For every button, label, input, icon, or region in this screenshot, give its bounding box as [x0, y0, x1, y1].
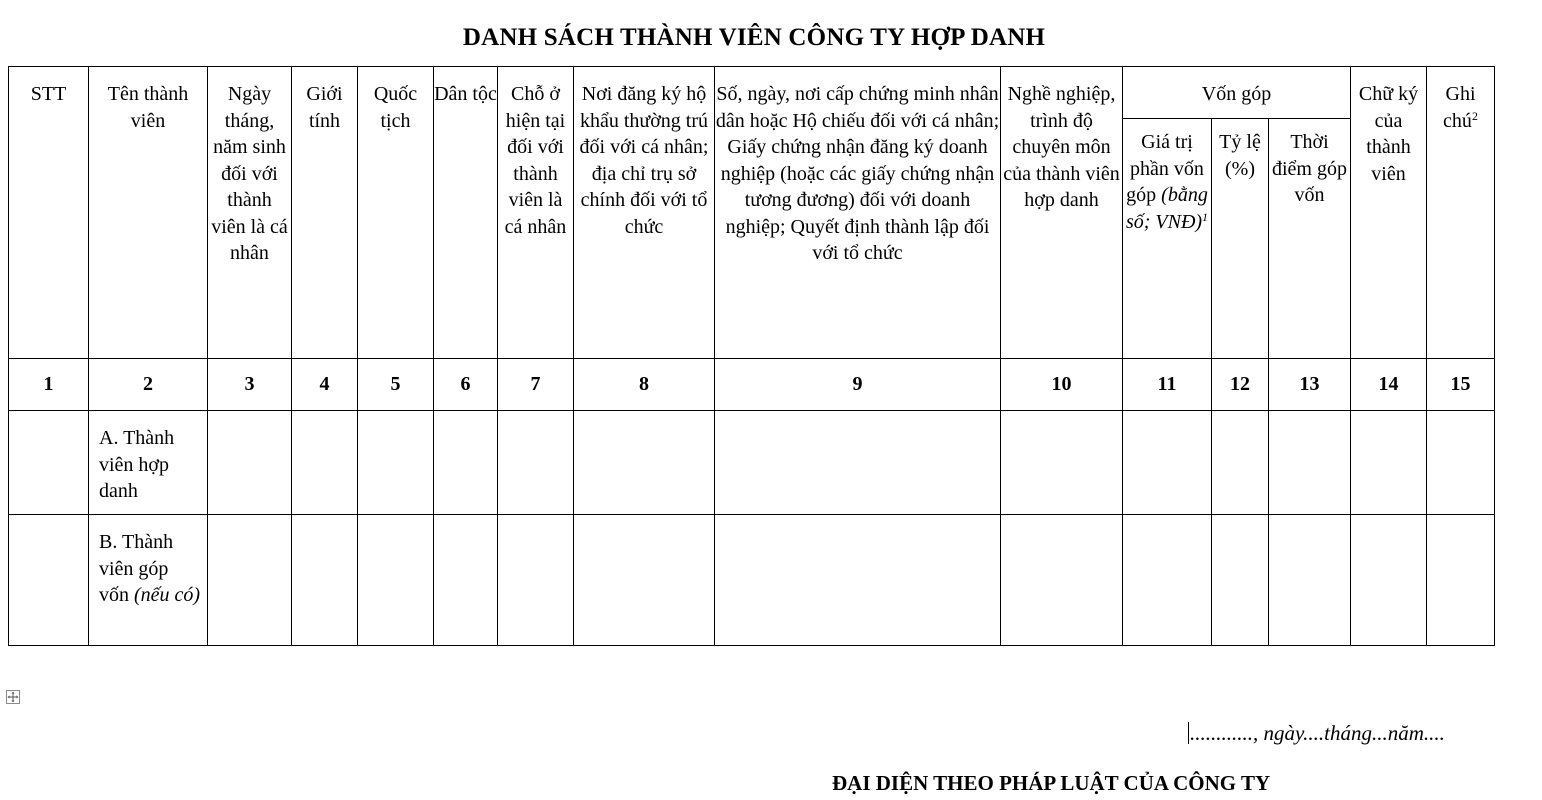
text-cursor: [1188, 722, 1189, 744]
table-cell[interactable]: [1427, 411, 1495, 515]
group-general-partners[interactable]: A. Thành viên hợp danh: [89, 411, 208, 515]
column-number: 6: [434, 359, 498, 411]
capital-value-label: Giá trị phần vốn góp: [1126, 131, 1204, 206]
header-profession: Nghề nghiệp, trình độ chuyên môn của thành viên hợp danh: [1001, 67, 1123, 359]
footnote-2-marker: 2: [1471, 108, 1478, 123]
header-gender: Giới tính: [292, 67, 358, 359]
column-number: 11: [1123, 359, 1212, 411]
column-number: 8: [574, 359, 715, 411]
capital-partners-label: B. Thành viên góp vốn: [99, 531, 174, 606]
table-cell[interactable]: [358, 411, 434, 515]
header-registered-address: Nơi đăng ký hộ khẩu thường trú đối với cá nhân; địa chỉ trụ sở chính đối với tổ chức: [574, 67, 715, 359]
header-id-document: Số, ngày, nơi cấp chứng minh nhân dân hoặc Hộ chiếu đối với cá nhân; Giấy chứng nhận đăng ký doanh nghiệp (hoặc các giấy chứng nhận tương đương) đối với doanh nghiệp; Quyết định thành lập đối với tổ chức: [715, 67, 1001, 359]
table-cell[interactable]: [1351, 515, 1427, 646]
column-number: 10: [1001, 359, 1123, 411]
header-signature: Chữ ký của thành viên: [1351, 67, 1427, 359]
table-cell[interactable]: [498, 515, 574, 646]
table-cell[interactable]: [434, 411, 498, 515]
document-title: DANH SÁCH THÀNH VIÊN CÔNG TY HỢP DANH: [462, 24, 1046, 51]
legal-representative-heading: ĐẠI DIỆN THEO PHÁP LUẬT CỦA CÔNG TY: [832, 771, 1271, 795]
column-number: 2: [89, 359, 208, 411]
table-cell[interactable]: [574, 515, 715, 646]
column-number: 4: [292, 359, 358, 411]
table-cell[interactable]: [715, 515, 1001, 646]
header-ethnicity: Dân tộc: [434, 67, 498, 359]
table-cell[interactable]: [1212, 411, 1269, 515]
header-capital-contribution: Vốn góp: [1123, 67, 1351, 119]
table-cell[interactable]: [208, 411, 292, 515]
table-cell[interactable]: [1212, 515, 1269, 646]
header-birth-date: Ngày tháng, năm sinh đối với thành viên là cá nhân: [208, 67, 292, 359]
footnote-1-marker: 1: [1202, 209, 1209, 224]
table-cell[interactable]: [9, 411, 89, 515]
header-notes: [1427, 67, 1495, 359]
header-row: [9, 67, 1495, 119]
column-number: 15: [1427, 359, 1495, 411]
capital-value-unit: (bằng số; VNĐ): [1125, 184, 1208, 233]
table-row: [9, 515, 1495, 646]
table-move-handle[interactable]: [6, 690, 20, 704]
table-cell[interactable]: [9, 515, 89, 646]
capital-partners-note: (nếu có): [134, 584, 201, 606]
column-number: 1: [9, 359, 89, 411]
table-cell[interactable]: [358, 515, 434, 646]
table-cell[interactable]: [574, 411, 715, 515]
table-cell[interactable]: [1001, 411, 1123, 515]
table-cell[interactable]: [434, 515, 498, 646]
column-number-row: [9, 359, 1495, 411]
table-cell[interactable]: [1427, 515, 1495, 646]
table-cell[interactable]: [292, 515, 358, 646]
table-cell[interactable]: [498, 411, 574, 515]
header-current-residence: Chỗ ở hiện tại đối với thành viên là cá nhân: [498, 67, 574, 359]
column-number: 14: [1351, 359, 1427, 411]
table-cell[interactable]: [1269, 515, 1351, 646]
header-contribution-time: Thời điểm góp vốn: [1269, 119, 1351, 359]
table-cell[interactable]: [292, 411, 358, 515]
table-row: [9, 411, 1495, 515]
table-cell[interactable]: [1351, 411, 1427, 515]
date-line-text: ............, ngày....tháng...năm....: [1190, 721, 1445, 745]
table-cell[interactable]: [715, 411, 1001, 515]
header-capital-value: [1123, 119, 1212, 359]
header-ratio: Tỷ lệ (%): [1212, 119, 1269, 359]
table-cell[interactable]: [1001, 515, 1123, 646]
table-cell[interactable]: [208, 515, 292, 646]
members-table: [8, 66, 1495, 646]
column-number: 12: [1212, 359, 1269, 411]
table-cell[interactable]: [1123, 515, 1212, 646]
table-cell[interactable]: [1123, 411, 1212, 515]
table-cell[interactable]: [1269, 411, 1351, 515]
column-number: 3: [208, 359, 292, 411]
date-line[interactable]: [1188, 721, 1445, 746]
header-nationality: Quốc tịch: [358, 67, 434, 359]
group-capital-partners[interactable]: [89, 515, 208, 646]
header-member-name: Tên thành viên: [89, 67, 208, 359]
move-arrows-icon: [7, 691, 19, 703]
column-number: 5: [358, 359, 434, 411]
column-number: 9: [715, 359, 1001, 411]
column-number: 13: [1269, 359, 1351, 411]
column-number: 7: [498, 359, 574, 411]
notes-label: Ghi chú: [1443, 83, 1476, 132]
header-stt: STT: [9, 67, 89, 359]
